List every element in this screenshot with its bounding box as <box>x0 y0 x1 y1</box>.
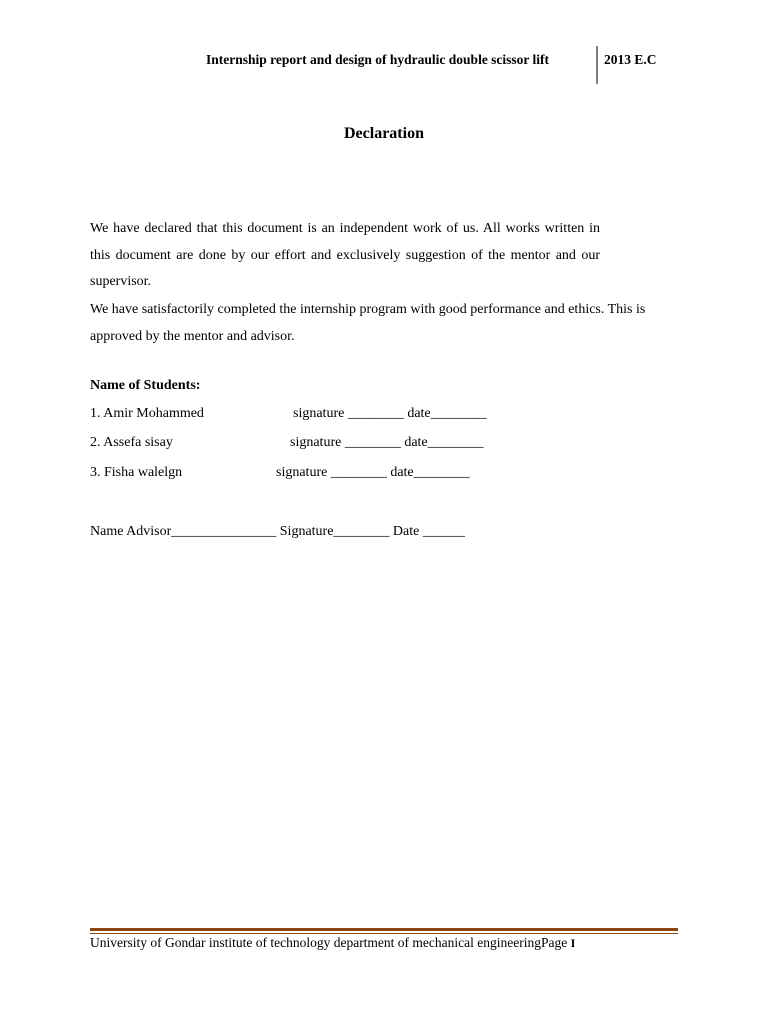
footer-rule-thin <box>90 933 678 934</box>
student-signature-line-1: signature ________ date________ <box>293 406 487 421</box>
student-signature-line-3: signature ________ date________ <box>276 465 470 480</box>
footer-rule-thick <box>90 928 678 931</box>
running-header-title: Internship report and design of hydraulic double scissor lift <box>206 52 550 67</box>
footer-page-number: I <box>570 936 576 950</box>
footer-text: University of Gondar institute of technology department of mechanical engineeringPage <box>90 935 568 950</box>
declaration-paragraph-1: We have declared that this document is an independent work of us. All works written in this document are done by our effort and exclusively suggestion of the mentor and our supervisor. <box>90 221 600 290</box>
header-divider <box>596 46 598 84</box>
running-header-year: 2013 E.C <box>604 52 657 67</box>
student-name-2: 2. Assefa sisay <box>90 435 173 450</box>
student-signature-line-2: signature ________ date________ <box>290 435 484 450</box>
advisor-signature-line: Name Advisor_______________ Signature________ Date ______ <box>90 524 465 539</box>
declaration-paragraph-2: We have satisfactorily completed the internship program with good performance and ethics. This is approved by the mentor and advisor. <box>90 302 646 344</box>
student-name-3: 3. Fisha walelgn <box>90 465 183 480</box>
students-heading: Name of Students: <box>90 378 201 393</box>
page-title: Declaration <box>344 125 424 142</box>
student-name-1: 1. Amir Mohammed <box>90 406 204 421</box>
footer <box>90 935 575 951</box>
